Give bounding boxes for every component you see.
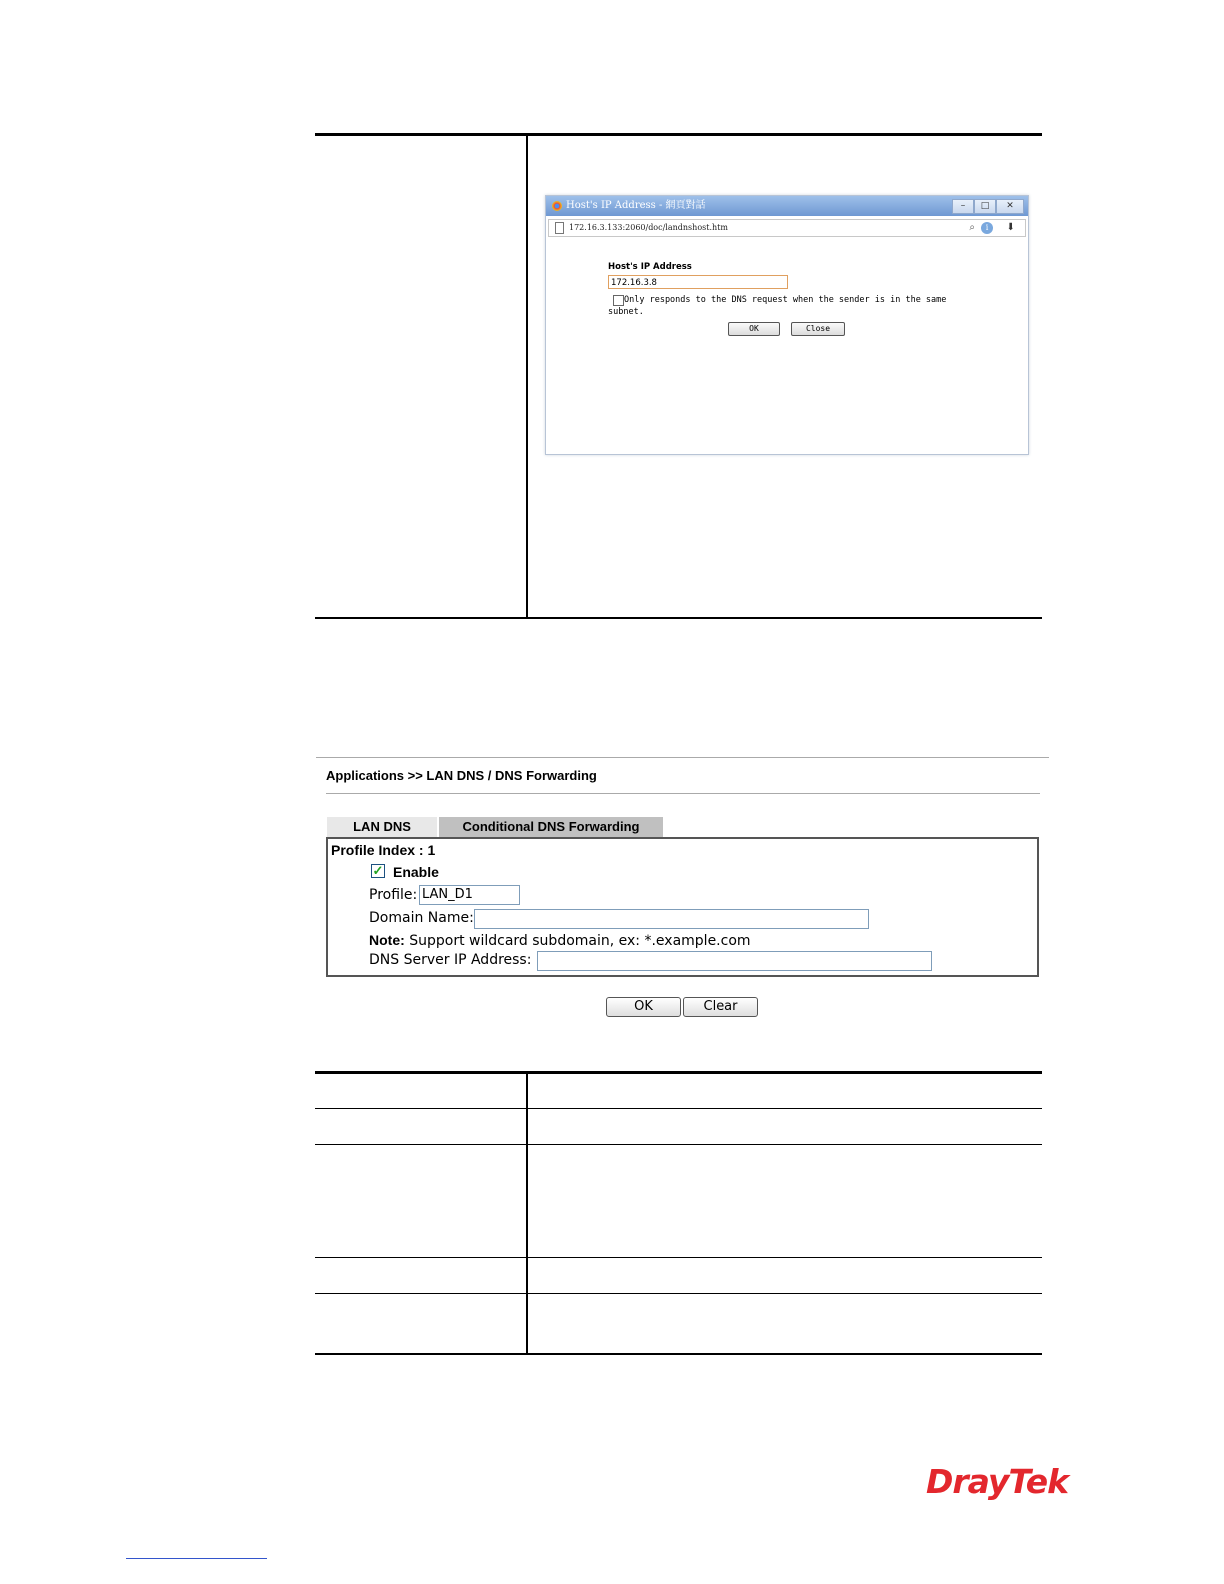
enable-checkbox[interactable]: ✓ — [372, 863, 384, 878]
page-icon — [555, 222, 564, 234]
clear-button[interactable]: Clear — [683, 997, 758, 1017]
popup-address-bar[interactable] — [548, 219, 1026, 237]
profile-input[interactable]: LAN_D1 — [419, 885, 520, 905]
popup-ok-button[interactable]: OK — [728, 322, 780, 336]
top-table-divider — [526, 136, 528, 618]
breadcrumb: Applications >> LAN DNS / DNS Forwarding — [326, 768, 597, 783]
maximize-icon[interactable]: □ — [974, 199, 996, 214]
ok-button[interactable]: OK — [606, 997, 681, 1017]
note-label: Note: — [369, 932, 405, 948]
top-table-bottom-rule — [315, 617, 1042, 619]
search-icon[interactable]: ⌕ — [969, 222, 975, 233]
note-text: Support wildcard subdomain, ex: *.example.com — [409, 933, 751, 949]
bottom-table-bottom-rule — [315, 1353, 1042, 1355]
tab-conditional-dns-forwarding[interactable] — [439, 817, 663, 837]
minimize-icon[interactable]: – — [952, 199, 974, 214]
close-icon[interactable]: ✕ — [996, 199, 1024, 214]
popup-close-button[interactable]: Close — [791, 322, 845, 336]
bottom-table-row-rule-4 — [315, 1293, 1042, 1294]
tab-lan-dns[interactable] — [327, 817, 437, 837]
bottom-table-row-rule-2 — [315, 1144, 1042, 1145]
tab-conditional-dns-forwarding-label: Conditional DNS Forwarding — [462, 819, 640, 834]
footer-link-underline — [126, 1558, 267, 1559]
same-subnet-label: Only responds to the DNS request when the sender is in the same subnet. — [608, 295, 947, 317]
bottom-table-row-rule-1 — [315, 1108, 1042, 1109]
host-ip-popup-window — [545, 195, 1029, 455]
host-ip-label: Host's IP Address — [608, 262, 692, 272]
bottom-table-row-rule-3 — [315, 1257, 1042, 1258]
bottom-table-top-rule — [315, 1071, 1042, 1074]
profile-label: Profile: — [369, 887, 418, 903]
dns-server-ip-label: DNS Server IP Address: — [369, 952, 532, 968]
info-icon[interactable]: i — [981, 222, 993, 234]
popup-url: 172.16.3.133:2060/doc/landnshost.htm — [569, 223, 728, 232]
panel-title-rule — [326, 793, 1040, 794]
popup-window-title: Host's IP Address - 網頁對話 — [566, 200, 706, 211]
host-ip-input[interactable]: 172.16.3.8 — [608, 275, 788, 289]
logo-text-dray: Dray — [926, 1462, 1009, 1501]
download-icon[interactable]: ⬇ — [1006, 222, 1015, 233]
dns-server-ip-input[interactable] — [537, 951, 932, 971]
domain-name-input[interactable] — [474, 909, 869, 929]
browser-icon — [552, 201, 562, 211]
top-table-top-rule — [315, 133, 1042, 136]
panel-top-rule — [316, 757, 1049, 758]
draytek-logo — [926, 1462, 1068, 1501]
note — [369, 932, 751, 949]
popup-title-bar — [546, 196, 1028, 216]
logo-text-tek: Tek — [1008, 1462, 1069, 1501]
enable-label: Enable — [393, 864, 439, 880]
bottom-table-divider — [526, 1074, 528, 1354]
tab-lan-dns-label: LAN DNS — [353, 819, 411, 834]
profile-index: Profile Index : 1 — [331, 842, 436, 858]
domain-name-label: Domain Name: — [369, 910, 474, 926]
